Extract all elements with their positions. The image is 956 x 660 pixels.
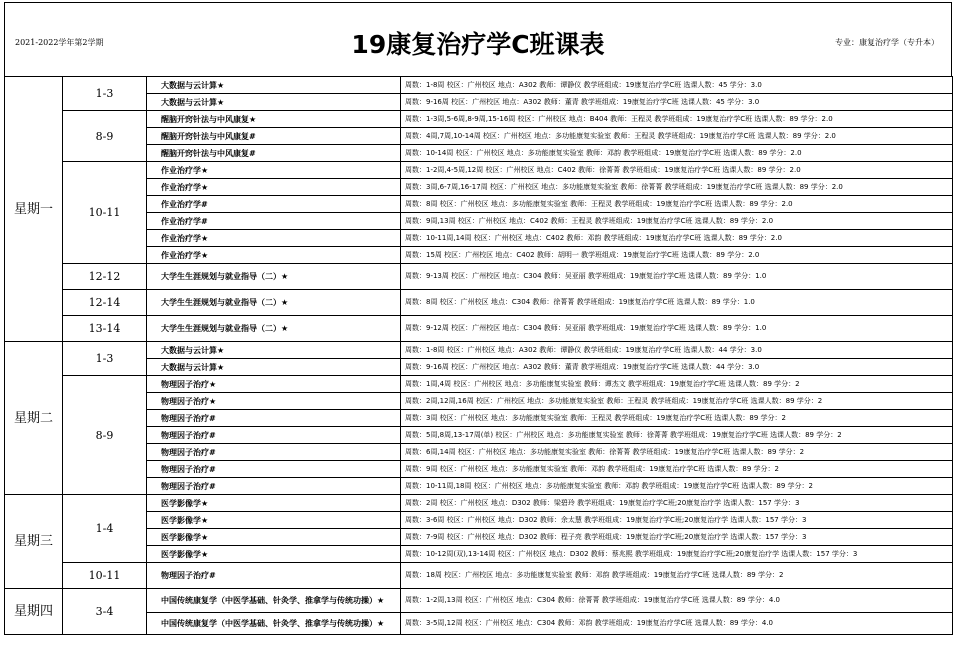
schedule-row xyxy=(5,162,953,179)
course-detail-cell: 周数：8周 校区：广州校区 地点：多功能康复实验室 教师：王程灵 教学班组成：19康复治疗学C班 选课人数：89 学分：2.0 xyxy=(401,196,953,213)
term-label: 2021-2022学年第2学期 xyxy=(15,38,104,47)
schedule-row xyxy=(5,461,953,478)
course-name-cell: 醒脑开窍针法与中风康复★ xyxy=(147,111,401,128)
weekday-cell: 星期二 xyxy=(5,342,63,495)
course-name-cell: 作业治疗学★ xyxy=(147,230,401,247)
course-name-cell: 医学影像学★ xyxy=(147,512,401,529)
schedule-row xyxy=(5,410,953,427)
course-name-cell: 物理因子治疗★ xyxy=(147,393,401,410)
period-cell: 13-14 xyxy=(63,316,147,342)
schedule-row xyxy=(5,247,953,264)
schedule-row xyxy=(5,512,953,529)
course-name-cell: 物理因子治疗# xyxy=(147,427,401,444)
weekday-cell: 星期一 xyxy=(5,77,63,342)
course-name-cell: 物理因子治疗# xyxy=(147,478,401,495)
course-name-cell: 物理因子治疗# xyxy=(147,461,401,478)
course-detail-cell: 周数：8周 校区：广州校区 地点：C304 教师：徐菁菁 教学班组成：19康复治疗学C班 选课人数：89 学分：1.0 xyxy=(401,290,953,316)
schedule-row xyxy=(5,529,953,546)
course-name-cell: 医学影像学★ xyxy=(147,529,401,546)
schedule-row xyxy=(5,613,953,635)
course-detail-cell: 周数：9-16周 校区：广州校区 地点：A302 教师：董青 教学班组成：19康复治疗学C班 选课人数：45 学分：3.0 xyxy=(401,94,953,111)
course-detail-cell: 周数：9-13周 校区：广州校区 地点：C304 教师：吴亚丽 教学班组成：19康复治疗学C班 选课人数：89 学分：1.0 xyxy=(401,264,953,290)
course-name-cell: 中国传统康复学（中医学基础、针灸学、推拿学与传统功操）★ xyxy=(147,589,401,613)
period-cell: 1-3 xyxy=(63,77,147,111)
course-detail-cell: 周数：2周 校区：广州校区 地点：D302 教师：梁碧玲 教学班组成：19康复治疗学C班;20康复治疗学 选课人数：157 学分：3 xyxy=(401,495,953,512)
schedule-row xyxy=(5,179,953,196)
period-cell: 1-3 xyxy=(63,342,147,376)
course-name-cell: 中国传统康复学（中医学基础、针灸学、推拿学与传统功操）★ xyxy=(147,613,401,635)
course-detail-cell: 周数：10-11周,14周 校区：广州校区 地点：C402 教师：邓韵 教学班组成：19康复治疗学C班 选课人数：89 学分：2.0 xyxy=(401,230,953,247)
course-name-cell: 物理因子治疗# xyxy=(147,563,401,589)
schedule-row xyxy=(5,478,953,495)
course-detail-cell: 周数：10-12周(双),13-14周 校区：广州校区 地点：D302 教师：蔡兆熙 教学班组成：19康复治疗学C班;20康复治疗学 选课人数：157 学分：3 xyxy=(401,546,953,563)
course-name-cell: 作业治疗学# xyxy=(147,213,401,230)
course-name-cell: 大数据与云计算★ xyxy=(147,94,401,111)
course-name-cell: 醒脑开窍针法与中风康复# xyxy=(147,145,401,162)
course-detail-cell: 周数：2周,12周,16周 校区：广州校区 地点：多功能康复实验室 教师：王程灵 教学班组成：19康复治疗学C班 选课人数：89 学分：2 xyxy=(401,393,953,410)
schedule-row xyxy=(5,128,953,145)
period-cell: 10-11 xyxy=(63,162,147,264)
course-name-cell: 物理因子治疗# xyxy=(147,444,401,461)
course-detail-cell: 周数：6周,14周 校区：广州校区 地点：多功能康复实验室 教师：徐菁菁 教学班组成：19康复治疗学C班 选课人数：89 学分：2 xyxy=(401,444,953,461)
schedule-row xyxy=(5,77,953,94)
schedule-row xyxy=(5,342,953,359)
course-detail-cell: 周数：3周 校区：广州校区 地点：多功能康复实验室 教师：王程灵 教学班组成：19康复治疗学C班 选课人数：89 学分：2 xyxy=(401,410,953,427)
course-detail-cell: 周数：1-8周 校区：广州校区 地点：A302 教师：谭静仪 教学班组成：19康复治疗学C班 选课人数：44 学分：3.0 xyxy=(401,342,953,359)
schedule-row xyxy=(5,393,953,410)
schedule-row xyxy=(5,290,953,316)
schedule-row xyxy=(5,111,953,128)
course-detail-cell: 周数：9-12周 校区：广州校区 地点：C304 教师：吴亚丽 教学班组成：19康复治疗学C班 选课人数：89 学分：1.0 xyxy=(401,316,953,342)
course-name-cell: 大数据与云计算★ xyxy=(147,342,401,359)
schedule-header xyxy=(4,2,952,76)
schedule-row xyxy=(5,316,953,342)
schedule-row xyxy=(5,196,953,213)
schedule-row xyxy=(5,427,953,444)
schedule-row xyxy=(5,94,953,111)
course-detail-cell: 周数：9-16周 校区：广州校区 地点：A302 教师：董青 教学班组成：19康复治疗学C班 选课人数：44 学分：3.0 xyxy=(401,359,953,376)
course-detail-cell: 周数：1-2周,4-5周,12周 校区：广州校区 地点：C402 教师：徐菁菁 教学班组成：19康复治疗学C班 选课人数：89 学分：2.0 xyxy=(401,162,953,179)
course-detail-cell: 周数：7-9周 校区：广州校区 地点：D302 教师：程子亮 教学班组成：19康复治疗学C班;20康复治疗学 选课人数：157 学分：3 xyxy=(401,529,953,546)
period-cell: 12-14 xyxy=(63,290,147,316)
course-name-cell: 作业治疗学# xyxy=(147,196,401,213)
schedule-row xyxy=(5,546,953,563)
course-name-cell: 医学影像学★ xyxy=(147,546,401,563)
period-cell: 3-4 xyxy=(63,589,147,635)
course-detail-cell: 周数：10-14周 校区：广州校区 地点：多功能康复实验室 教师：邓韵 教学班组成：19康复治疗学C班 选课人数：89 学分：2.0 xyxy=(401,145,953,162)
course-detail-cell: 周数：3-6周 校区：广州校区 地点：D302 教师：余太慧 教学班组成：19康复治疗学C班;20康复治疗学 选课人数：157 学分：3 xyxy=(401,512,953,529)
course-name-cell: 大数据与云计算★ xyxy=(147,359,401,376)
major-label: 专业：康复治疗学（专升本） xyxy=(835,38,939,47)
period-cell: 10-11 xyxy=(63,563,147,589)
schedule-row xyxy=(5,563,953,589)
course-name-cell: 大学生生涯规划与就业指导（二）★ xyxy=(147,290,401,316)
period-cell: 12-12 xyxy=(63,264,147,290)
schedule-row xyxy=(5,495,953,512)
course-name-cell: 大数据与云计算★ xyxy=(147,77,401,94)
schedule-row xyxy=(5,589,953,613)
course-name-cell: 医学影像学★ xyxy=(147,495,401,512)
course-name-cell: 作业治疗学★ xyxy=(147,247,401,264)
schedule-row xyxy=(5,264,953,290)
schedule-row xyxy=(5,230,953,247)
period-cell: 1-4 xyxy=(63,495,147,563)
period-cell: 8-9 xyxy=(63,376,147,495)
course-name-cell: 大学生生涯规划与就业指导（二）★ xyxy=(147,316,401,342)
schedule-row xyxy=(5,145,953,162)
schedule-row xyxy=(5,444,953,461)
weekday-cell: 星期三 xyxy=(5,495,63,589)
course-detail-cell: 周数：3周,6-7周,16-17周 校区：广州校区 地点：多功能康复实验室 教师：徐菁菁 教学班组成：19康复治疗学C班 选课人数：89 学分：2.0 xyxy=(401,179,953,196)
schedule-table xyxy=(4,76,953,635)
course-detail-cell: 周数：9周,13周 校区：广州校区 地点：C402 教师：王程灵 教学班组成：19康复治疗学C班 选课人数：89 学分：2.0 xyxy=(401,213,953,230)
course-detail-cell: 周数：5周,8周,13-17周(单) 校区：广州校区 地点：多功能康复实验室 教师：徐菁菁 教学班组成：19康复治疗学C班 选课人数：89 学分：2 xyxy=(401,427,953,444)
schedule-row xyxy=(5,213,953,230)
course-name-cell: 作业治疗学★ xyxy=(147,179,401,196)
course-detail-cell: 周数：18周 校区：广州校区 地点：多功能康复实验室 教师：邓韵 教学班组成：19康复治疗学C班 选课人数：89 学分：2 xyxy=(401,563,953,589)
course-name-cell: 物理因子治疗# xyxy=(147,410,401,427)
weekday-cell: 星期四 xyxy=(5,589,63,635)
schedule-row xyxy=(5,376,953,393)
course-detail-cell: 周数：1-8周 校区：广州校区 地点：A302 教师：谭静仪 教学班组成：19康复治疗学C班 选课人数：45 学分：3.0 xyxy=(401,77,953,94)
course-name-cell: 作业治疗学★ xyxy=(147,162,401,179)
course-name-cell: 大学生生涯规划与就业指导（二）★ xyxy=(147,264,401,290)
course-name-cell: 物理因子治疗★ xyxy=(147,376,401,393)
page-title: 19康复治疗学C班课表 xyxy=(351,30,605,59)
period-cell: 8-9 xyxy=(63,111,147,162)
course-detail-cell: 周数：1周,4周 校区：广州校区 地点：多功能康复实验室 教师：谭杰文 教学班组成：19康复治疗学C班 选课人数：89 学分：2 xyxy=(401,376,953,393)
course-detail-cell: 周数：9周 校区：广州校区 地点：多功能康复实验室 教师：邓韵 教学班组成：19康复治疗学C班 选课人数：89 学分：2 xyxy=(401,461,953,478)
course-detail-cell: 周数：15周 校区：广州校区 地点：C402 教师：胡明一 教学班组成：19康复治疗学C班 选课人数：89 学分：2.0 xyxy=(401,247,953,264)
course-detail-cell: 周数：1-3周,5-6周,8-9周,15-16周 校区：广州校区 地点：B404 教师：王程灵 教学班组成：19康复治疗学C班 选课人数：89 学分：2.0 xyxy=(401,111,953,128)
course-detail-cell: 周数：3-5周,12周 校区：广州校区 地点：C304 教师：邓韵 教学班组成：19康复治疗学C班 选课人数：89 学分：4.0 xyxy=(401,613,953,635)
course-detail-cell: 周数：1-2周,13周 校区：广州校区 地点：C304 教师：徐菁菁 教学班组成：19康复治疗学C班 选课人数：89 学分：4.0 xyxy=(401,589,953,613)
course-detail-cell: 周数：10-11周,18周 校区：广州校区 地点：多功能康复实验室 教师：邓韵 教学班组成：19康复治疗学C班 选课人数：89 学分：2 xyxy=(401,478,953,495)
schedule-row xyxy=(5,359,953,376)
course-name-cell: 醒脑开窍针法与中风康复# xyxy=(147,128,401,145)
course-detail-cell: 周数：4周,7周,10-14周 校区：广州校区 地点：多功能康复实验室 教师：王程灵 教学班组成：19康复治疗学C班 选课人数：89 学分：2.0 xyxy=(401,128,953,145)
